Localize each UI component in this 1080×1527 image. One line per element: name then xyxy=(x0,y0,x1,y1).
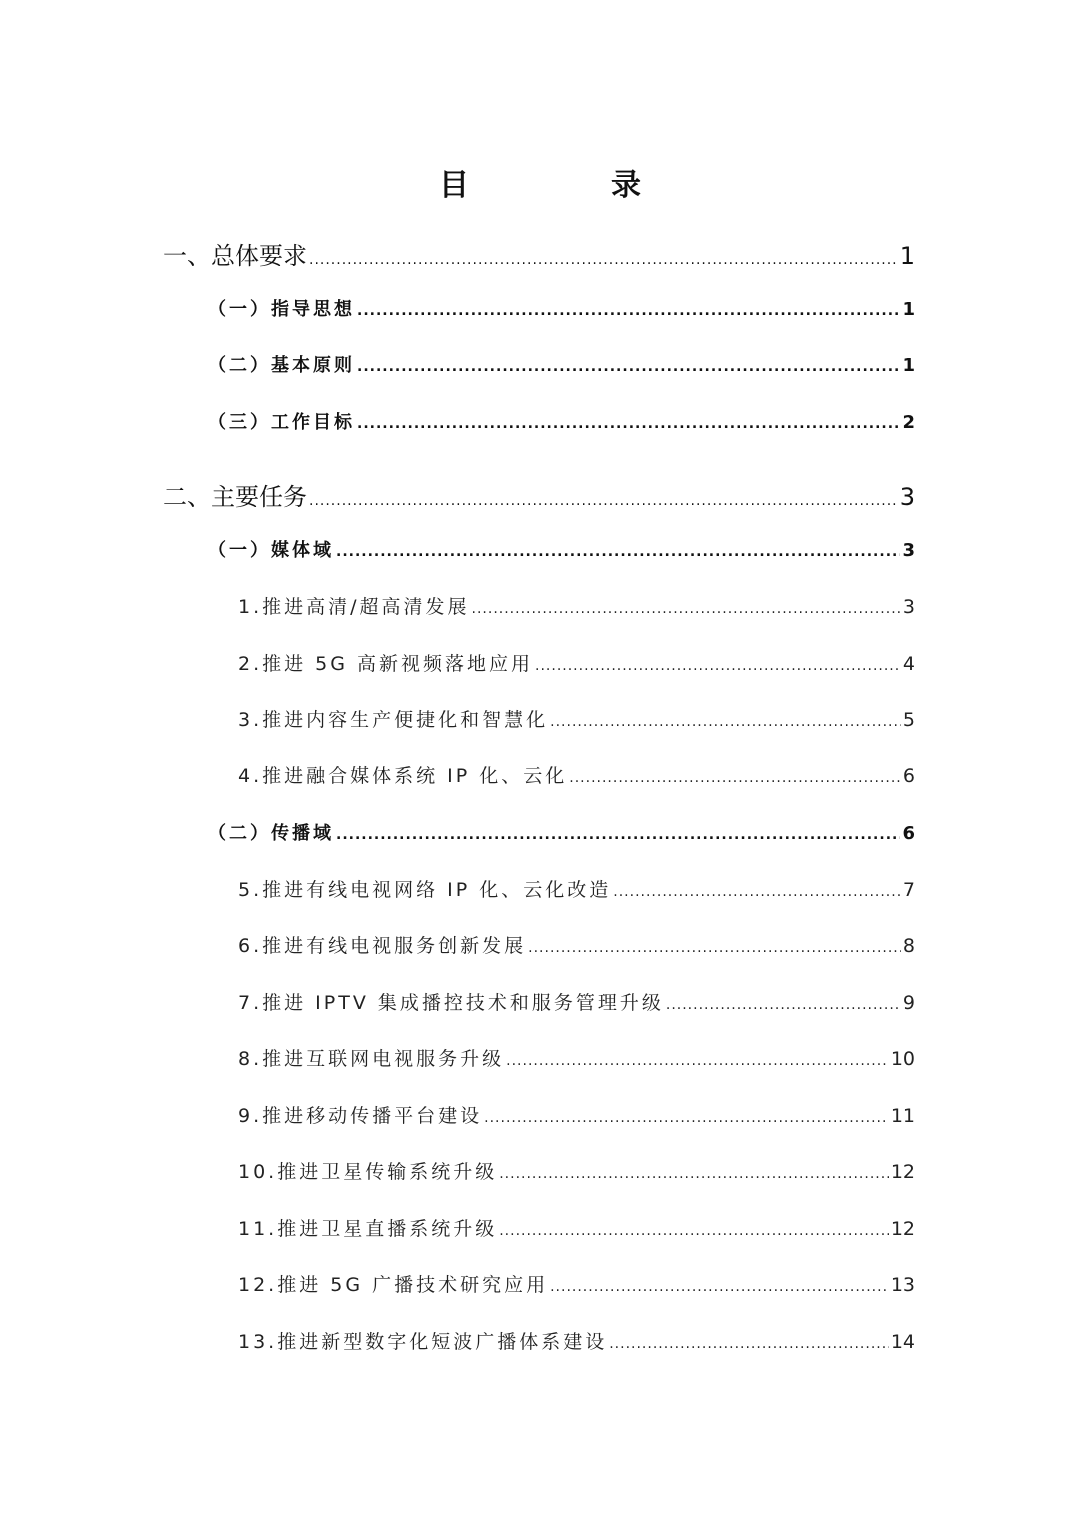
toc-leader-dots xyxy=(569,770,901,786)
toc-page-number: 11 xyxy=(890,1105,915,1127)
toc-leader-dots xyxy=(499,1223,889,1239)
toc-leader-dots xyxy=(357,416,900,432)
toc-item-11[interactable] xyxy=(238,1214,915,1241)
toc-item-9[interactable] xyxy=(238,1101,915,1128)
toc-item-3[interactable] xyxy=(238,705,915,732)
toc-section-1[interactable] xyxy=(163,236,915,271)
toc-leader-dots xyxy=(357,359,900,375)
toc-label: 5.推进有线电视网络 IP 化、云化改造 xyxy=(238,879,612,901)
toc-leader-dots xyxy=(484,1110,889,1126)
toc-label: 10.推进卫星传输系统升级 xyxy=(238,1161,498,1183)
toc-item-1[interactable] xyxy=(238,592,915,619)
toc-label: （二）基本原则 xyxy=(208,355,355,376)
toc-page-number: 5 xyxy=(902,709,915,731)
toc-item-5[interactable] xyxy=(238,875,915,902)
toc-leader-dots xyxy=(535,658,901,674)
toc-label: 3.推进内容生产便捷化和智慧化 xyxy=(238,709,549,731)
toc-leader-dots xyxy=(309,493,898,509)
toc-label: 9.推进移动传播平台建设 xyxy=(238,1105,483,1127)
toc-page-number: 12 xyxy=(890,1161,915,1183)
toc-label: 二、主要任务 xyxy=(163,483,307,511)
toc-section-2[interactable] xyxy=(163,477,915,512)
toc-page-number: 1 xyxy=(902,355,915,376)
toc-label: 8.推进互联网电视服务升级 xyxy=(238,1048,505,1070)
toc-item-6[interactable] xyxy=(238,931,915,958)
toc-subsection-2-2[interactable] xyxy=(208,819,915,845)
toc-label: 4.推进融合媒体系统 IP 化、云化 xyxy=(238,765,568,787)
toc-label: 6.推进有线电视服务创新发展 xyxy=(238,935,527,957)
toc-label: （一）指导思想 xyxy=(208,299,355,320)
toc-page-number: 3 xyxy=(899,483,915,511)
toc-subsection-1-2[interactable] xyxy=(208,351,915,377)
toc-item-4[interactable] xyxy=(238,761,915,788)
toc-leader-dots xyxy=(472,601,901,617)
toc-label: 12.推进 5G 广播技术研究应用 xyxy=(238,1274,549,1296)
toc-page-number: 7 xyxy=(902,879,915,901)
toc-page-number: 6 xyxy=(902,765,915,787)
toc-label: 2.推进 5G 高新视频落地应用 xyxy=(238,653,534,675)
toc-page-number: 1 xyxy=(899,242,915,270)
toc-item-10[interactable] xyxy=(238,1157,915,1184)
page-title: 目 录 xyxy=(439,168,697,203)
toc-page-number: 1 xyxy=(902,299,915,320)
toc-label: （二）传播域 xyxy=(208,823,334,844)
toc-page-number: 8 xyxy=(902,935,915,957)
toc-leader-dots xyxy=(309,252,898,268)
toc-page-number: 2 xyxy=(902,412,915,433)
toc-leader-dots xyxy=(613,884,901,900)
toc-label: 13.推进新型数字化短波广播体系建设 xyxy=(238,1331,608,1353)
toc-page-number: 9 xyxy=(902,992,915,1014)
toc-leader-dots xyxy=(666,997,901,1013)
toc-label: 1.推进高清/超高清发展 xyxy=(238,596,470,618)
toc-leader-dots xyxy=(528,940,901,956)
toc-page-number: 10 xyxy=(890,1048,915,1070)
toc-item-2[interactable] xyxy=(238,649,915,676)
toc-leader-dots xyxy=(357,303,900,319)
toc-leader-dots xyxy=(550,1279,889,1295)
toc-item-12[interactable] xyxy=(238,1270,915,1297)
toc-label: 11.推进卫星直播系统升级 xyxy=(238,1218,498,1240)
toc-leader-dots xyxy=(336,827,900,843)
toc-subsection-1-1[interactable] xyxy=(208,295,915,321)
toc-leader-dots xyxy=(506,1053,889,1069)
toc-label: （三）工作目标 xyxy=(208,412,355,433)
toc-leader-dots xyxy=(336,544,900,560)
toc-page-number: 14 xyxy=(890,1331,915,1353)
toc-subsection-1-3[interactable] xyxy=(208,408,915,434)
toc-leader-dots xyxy=(609,1336,889,1352)
toc-label: （一）媒体域 xyxy=(208,540,334,561)
toc-item-8[interactable] xyxy=(238,1044,915,1071)
toc-page-number: 12 xyxy=(890,1218,915,1240)
toc-label: 一、总体要求 xyxy=(163,242,307,270)
toc-page-number: 6 xyxy=(902,823,915,844)
toc-page-number: 3 xyxy=(902,540,915,561)
toc-item-13[interactable] xyxy=(238,1327,915,1354)
toc-label: 7.推进 IPTV 集成播控技术和服务管理升级 xyxy=(238,992,664,1014)
toc-page-number: 13 xyxy=(890,1274,915,1296)
toc-leader-dots xyxy=(550,714,901,730)
toc-leader-dots xyxy=(499,1166,889,1182)
toc-page-number: 4 xyxy=(902,653,915,675)
toc-page-number: 3 xyxy=(902,596,915,618)
toc-subsection-2-1[interactable] xyxy=(208,536,915,562)
toc-item-7[interactable] xyxy=(238,988,915,1015)
